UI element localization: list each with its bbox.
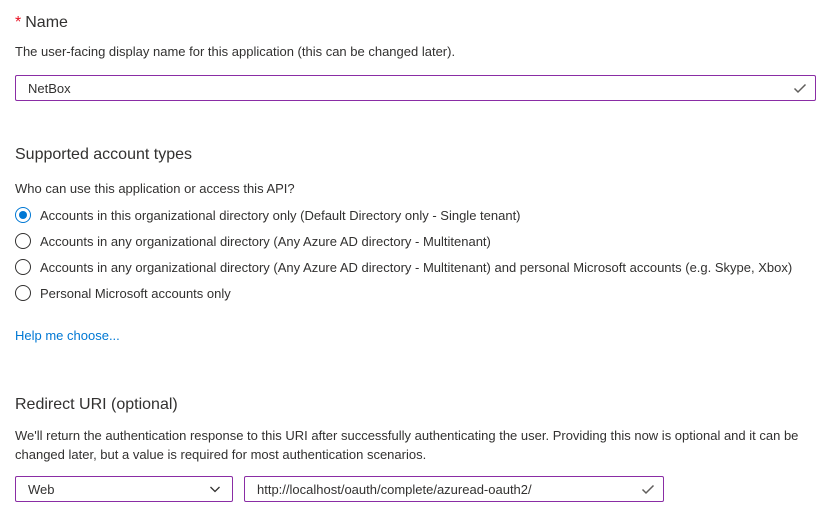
radio-icon — [15, 259, 31, 275]
radio-option-single-tenant[interactable] — [15, 202, 829, 228]
required-asterisk: * — [15, 14, 22, 31]
account-types-radio-group — [15, 202, 829, 306]
radio-icon — [15, 285, 31, 301]
radio-option-label: Accounts in any organizational directory (Any Azure AD directory - Multitenant) and personal Microsoft accounts (e.g. Skype, Xbox) — [40, 259, 793, 275]
name-input[interactable] — [15, 75, 816, 101]
name-section-title — [15, 12, 829, 33]
help-me-choose-link[interactable]: Help me choose... — [15, 328, 120, 343]
name-title-text: Name — [25, 14, 68, 31]
radio-icon — [15, 207, 31, 223]
radio-option-multitenant[interactable] — [15, 228, 829, 254]
name-input-container — [15, 75, 816, 101]
account-types-question: Who can use this application or access this API? — [15, 181, 295, 196]
account-types-title: Supported account types — [15, 146, 193, 163]
radio-option-label: Accounts in this organizational directory only (Default Directory only - Single tenant) — [40, 207, 521, 223]
redirect-uri-input-container — [244, 476, 664, 502]
radio-option-multitenant-personal[interactable] — [15, 254, 829, 280]
radio-option-label: Accounts in any organizational directory (Any Azure AD directory - Multitenant) — [40, 233, 491, 249]
radio-option-label: Personal Microsoft accounts only — [40, 285, 231, 301]
platform-dropdown[interactable] — [15, 476, 233, 502]
redirect-uri-title: Redirect URI (optional) — [15, 396, 178, 413]
redirect-uri-input[interactable] — [244, 476, 664, 502]
radio-icon — [15, 233, 31, 249]
name-description: The user-facing display name for this application (this can be changed later). — [15, 44, 456, 59]
chevron-down-icon — [208, 482, 222, 496]
redirect-uri-row — [15, 476, 829, 502]
redirect-uri-description: We'll return the authentication response to this URI after successfully authenticating the user. Providing this now is optional and it can be changed later, but a value is required for most authentication scenarios. — [15, 428, 799, 462]
platform-dropdown-value: Web — [28, 481, 55, 497]
radio-option-personal-only[interactable] — [15, 280, 829, 306]
